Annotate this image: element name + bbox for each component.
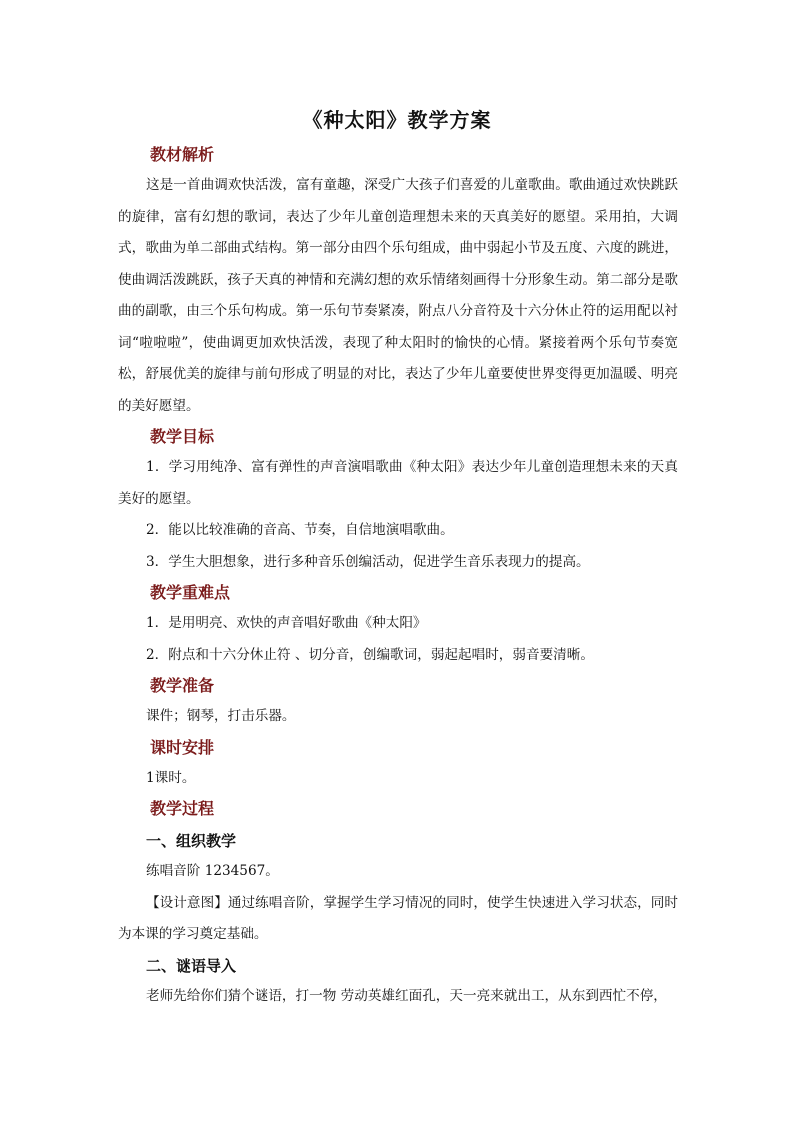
- document-title: 《种太阳》教学方案: [302, 108, 492, 132]
- step-heading-organize: 一、组织教学: [146, 832, 237, 850]
- key-point-item-2: 2．附点和十六分休止符 、切分音，创编歌词，弱起起唱时，弱音要清晰。: [146, 646, 594, 663]
- goal-item-2: 2．能以比较准确的音高、节奏，自信地演唱歌曲。: [146, 522, 454, 538]
- step-heading-riddle: 二、谜语导入: [146, 956, 237, 975]
- schedule-text: 1课时。: [146, 769, 196, 786]
- goal-item-1: 1．学习用纯净、富有弹性的声音演唱歌曲《种太阳》表达少年儿童创造理想未来的天真美好的愿望。: [118, 459, 678, 507]
- section-heading-key-points: 教学重难点: [150, 583, 231, 602]
- key-point-item-1: 1．是用明亮、欢快的声音唱好歌曲《种太阳》: [146, 615, 427, 631]
- analysis-paragraph: 这是一首曲调欢快活泼，富有童趣，深受广大孩子们喜爱的儿童歌曲。歌曲通过欢快跳跃的旋律，富有幻想的歌词，表达了少年儿童创造理想未来的天真美好的愿望。采用拍，大调式，歌曲为单二部曲式结构。第一部分由四个乐句组成，曲中弱起小节及五度、六度的跳进，使曲调活泼跳跃，孩子天真的神情和充满幻想的欢乐情绪刻画得十分形象生动。第二部分是歌曲的副歌，由三个乐句构成。第一乐句节奏紧凑，附点八分音符及十六分休止符的运用配以衬词“啦啦啦”，使曲调更加欢快活泼，表现了种太阳时的愉快的心情。紧接着两个乐句节奏宽松，舒展优美的旋律与前句形成了明显的对比，表达了少年儿童要使世界变得更加温暖、明亮的美好愿望。: [118, 177, 678, 414]
- section-heading-preparation: 教学准备: [150, 676, 215, 695]
- section-heading-process: 教学过程: [150, 799, 215, 818]
- section-heading-analysis: 教材解析: [150, 145, 215, 164]
- section-heading-schedule: 课时安排: [150, 737, 215, 757]
- section-heading-goals: 教学目标: [150, 427, 215, 446]
- document-content: [118, 140, 678, 1012]
- step1-text: 练唱音阶 1234567。: [146, 863, 279, 879]
- step2-text: 老师先给你们猜个谜语，打一物 劳动英雄红面孔，天一亮来就出工，从东到西忙不停，: [146, 987, 667, 1004]
- goal-item-3: 3．学生大胆想象，进行多种音乐创编活动，促进学生音乐表现力的提高。: [146, 553, 590, 570]
- step1-intent: 【设计意图】通过练唱音阶，掌握学生学习情况的同时，使学生快速进入学习状态，同时为本课的学习奠定基础。: [118, 894, 678, 942]
- preparation-text: 课件；钢琴，打击乐器。: [146, 708, 296, 724]
